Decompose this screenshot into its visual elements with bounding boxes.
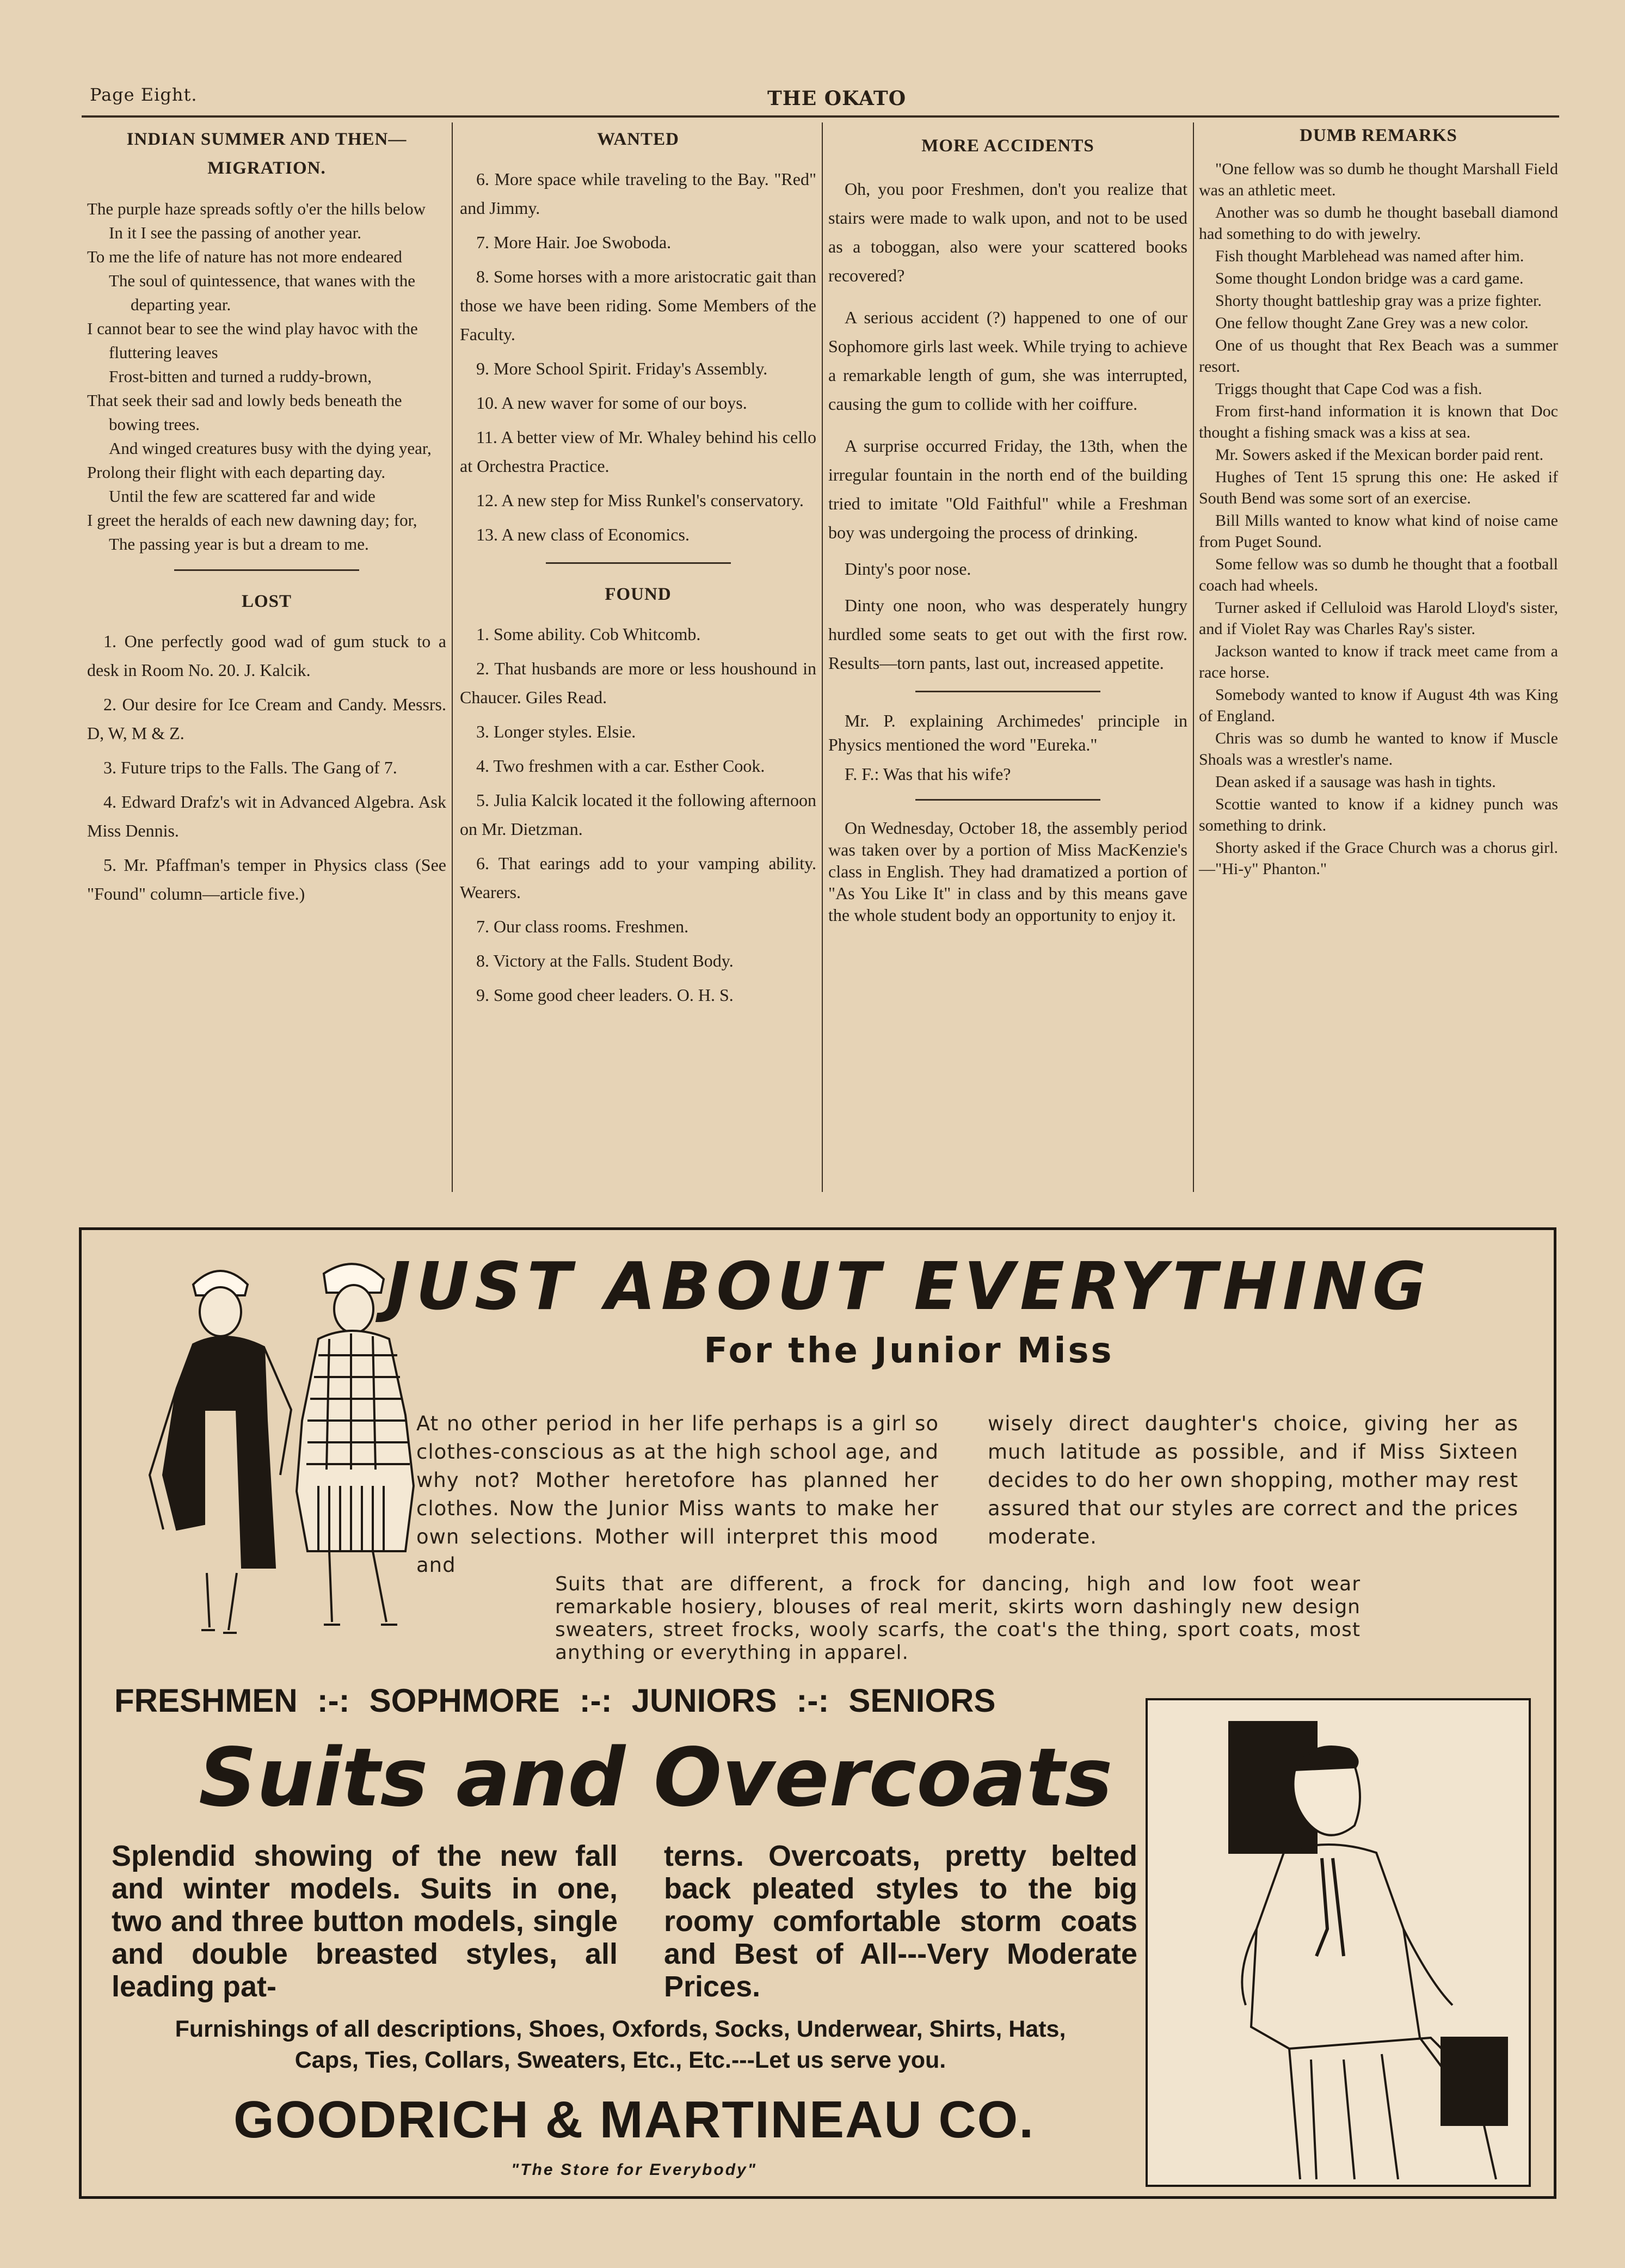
remark: Dean asked if a sausage was hash in tights. [1215, 773, 1496, 791]
section-rule [915, 691, 1100, 692]
found-item: 6. That earings add to your vamping ability. Wearers. [460, 853, 816, 902]
furnishings-text: Furnishings of all descriptions, Shoes, Oxfords, Socks, Underwear, Shirts, Hats, Caps, Ties, Collars, Sweaters, Etc., Etc.---Let us serve you. [175, 2016, 1066, 2073]
accident-para: A serious accident (?) happened to one of our Sophomore girls last week. While trying to achieve a remarkable length of gum, she was interrupted, causing the gum to collide with her coiffure. [828, 308, 1187, 414]
accident-para: Oh, you poor Freshmen, don't you realize that stairs were made to walk upon, and not to be used as a toboggan, also were your scattered books recovered? [828, 179, 1187, 285]
remark: Hughes of Tent 15 sprung this one: He asked if South Bend was some sort of an exercise. [1199, 468, 1558, 507]
lost-title: LOST [241, 592, 292, 611]
wanted-item: 11. A better view of Mr. Whaley behind his cello at Orchestra Practice. [460, 427, 816, 476]
found-item: 8. Victory at the Falls. Student Body. [476, 951, 734, 970]
poem-line: The passing year is but a dream to me. [109, 534, 369, 554]
found-title: FOUND [605, 585, 672, 604]
accident-para: Dinty's poor nose. [845, 559, 971, 579]
found-item: 2. That husbands are more or less houshound in Chaucer. Giles Read. [460, 659, 816, 707]
man-in-overcoat-illustration [1148, 1700, 1529, 2185]
class-separator: :-: [317, 1682, 350, 1719]
poem-line: Until the few are scattered far and wide [109, 487, 376, 506]
poem-title-1: INDIAN SUMMER AND THEN— [126, 130, 407, 149]
class-freshmen: FRESHMEN [114, 1682, 298, 1719]
found-item: 3. Longer styles. Elsie. [476, 722, 636, 741]
class-juniors: JUNIORS [631, 1682, 777, 1719]
remark: Some fellow was so dumb he thought that a football coach had wheels. [1199, 555, 1558, 594]
wanted-item: 9. More School Spirit. Friday's Assembly. [476, 359, 768, 378]
poem-title-2: MIGRATION. [207, 158, 326, 178]
company-name: GOODRICH & MARTINEAU CO. [233, 2091, 1035, 2149]
accident-para: A surprise occurred Friday, the 13th, when the irregular fountain in the north end of the building tried to imitate "Old Faithful" while a Freshman boy was undergoing the process of drinking. [828, 436, 1187, 542]
remark: Somebody wanted to know if August 4th was King of England. [1199, 686, 1558, 725]
column-divider [1193, 122, 1194, 1192]
found-item: 9. Some good cheer leaders. O. H. S. [476, 985, 734, 1005]
accidents-title: MORE ACCIDENTS [921, 136, 1094, 156]
wanted-item: 6. More space while traveling to the Bay. "Red" and Jimmy. [460, 169, 816, 218]
ad-headline: JUST ABOUT EVERYTHING [386, 1249, 1432, 1325]
ad-subhead: For the Junior Miss [704, 1331, 1114, 1371]
class-separator: :-: [796, 1682, 829, 1719]
page-number: Page Eight. [90, 84, 198, 105]
poem-line: That seek their sad and lowly beds beneath the bowing trees. [87, 391, 402, 434]
poem-line: The soul of quintessence, that wanes with the departing year. [109, 271, 416, 314]
found-item: 7. Our class rooms. Freshmen. [476, 917, 689, 936]
remark: One fellow thought Zane Grey was a new color. [1215, 314, 1529, 332]
remark: Bill Mills wanted to know what kind of noise came from Puget Sound. [1199, 512, 1558, 551]
remark: One of us thought that Rex Beach was a summer resort. [1199, 336, 1558, 376]
section-rule [546, 562, 731, 564]
remark: Some thought London bridge was a card game. [1215, 269, 1524, 287]
dumb-remarks-title: DUMB REMARKS [1300, 126, 1457, 145]
remark: "One fellow was so dumb he thought Marshall Field was an athletic meet. [1199, 160, 1558, 199]
remark: Turner asked if Celluloid was Harold Lloyd's sister, and if Violet Ray was Charles Ray's sister. [1199, 599, 1558, 638]
lost-item: 4. Edward Drafz's wit in Advanced Algebra. Ask Miss Dennis. [87, 792, 446, 840]
suits-paragraph-left: Splendid showing of the new fall and winter models. Suits in one, two and three button models, single and double breasted styles, all leading pat- [112, 1840, 618, 2003]
column-divider [822, 122, 823, 1192]
class-seniors: SENIORS [848, 1682, 996, 1719]
wanted-title: WANTED [597, 130, 679, 149]
joke-line: F. F.: Was that his wife? [845, 764, 1011, 784]
remark: Scottie wanted to know if a kidney punch was something to drink. [1199, 795, 1558, 834]
remark: Fish thought Marblehead was named after him. [1215, 247, 1524, 265]
header-rule [82, 115, 1559, 118]
column-dumb-remarks [1199, 125, 1558, 881]
found-item: 4. Two freshmen with a car. Esther Cook. [476, 756, 765, 776]
column-wanted-found [460, 125, 816, 1015]
poem-line: And winged creatures busy with the dying year, [109, 439, 432, 458]
accident-para: Dinty one noon, who was desperately hungry hurdled some seats to get out with the first row. Results—torn pants, last out, increased appetite. [828, 595, 1187, 673]
remark: Jackson wanted to know if track meet came from a race horse. [1199, 642, 1558, 681]
company-slogan: "The Store for Everybody" [511, 2161, 757, 2179]
masthead: THE OKATO [767, 87, 907, 110]
class-sophmore: SOPHMORE [369, 1682, 560, 1719]
wanted-item: 7. More Hair. Joe Swoboda. [476, 232, 672, 252]
poem [87, 197, 446, 556]
ad-paragraph-right: wisely direct daughter's choice, giving her as much latitude as possible, and if Miss Sixteen decides to do her own shopping, mother may rest assured that our styles are correct and the prices moderate. [988, 1412, 1518, 1548]
lost-item: 2. Our desire for Ice Cream and Candy. Messrs. D, W, M & Z. [87, 694, 446, 743]
wanted-item: 10. A new waver for some of our boys. [476, 393, 747, 413]
lost-item: 3. Future trips to the Falls. The Gang of 7. [103, 758, 397, 777]
wanted-item: 13. A new class of Economics. [476, 525, 690, 544]
remark: Shorty asked if the Grace Church was a chorus girl.—"Hi-y" Phanton." [1199, 839, 1558, 878]
remark: Triggs thought that Cape Cod was a fish. [1215, 380, 1482, 398]
suits-paragraph-right: terns. Overcoats, pretty belted back pleated styles to the big roomy comfortable storm coats and Best of All---Very Moderate Prices. [664, 1840, 1137, 2003]
column-more-accidents [828, 125, 1187, 931]
remark: From first-hand information it is known that Doc thought a fishing smack was a kiss at sea. [1199, 402, 1558, 441]
suits-title: Suits and Overcoats [199, 1731, 1113, 1824]
lost-item: 1. One perfectly good wad of gum stuck to a desk in Room No. 20. J. Kalcik. [87, 631, 446, 680]
poem-line: To me the life of nature has not more endeared [87, 247, 402, 266]
poem-line: In it I see the passing of another year. [109, 223, 361, 242]
section-rule [174, 569, 359, 571]
remark: Another was so dumb he thought baseball diamond had something to do with jewelry. [1199, 204, 1558, 243]
wanted-item: 12. A new step for Miss Runkel's conservatory. [476, 490, 804, 510]
poem-line: Prolong their flight with each departing day. [87, 463, 386, 482]
remark: Mr. Sowers asked if the Mexican border paid rent. [1215, 446, 1544, 464]
found-item: 1. Some ability. Cob Whitcomb. [476, 624, 701, 644]
man-illustration-frame [1146, 1698, 1531, 2187]
section-rule [915, 799, 1100, 801]
remark: Shorty thought battleship gray was a prize fighter. [1215, 292, 1542, 310]
advertisement-box [79, 1227, 1556, 2199]
remark: Chris was so dumb he wanted to know if Muscle Shoals was a wrestler's name. [1199, 729, 1558, 769]
lost-item: 5. Mr. Pfaffman's temper in Physics class (See "Found" column—article five.) [87, 855, 446, 903]
class-separator: :-: [579, 1682, 612, 1719]
assembly-para: On Wednesday, October 18, the assembly period was taken over by a portion of Miss MacKenzie's class in English. They had dramatized a portion of "As You Like It" in class and by this means gave the whole student body an opportunity to enjoy it. [828, 818, 1187, 925]
ad-paragraph-left: At no other period in her life perhaps is a girl so clothes-conscious as at the high school age, and why not? Mother heretofore has planned her clothes. Now the Junior Miss wants to make her own selections. Mother will interpret this mood and [416, 1412, 939, 1577]
poem-line: I greet the heralds of each new dawning day; for, [87, 511, 417, 530]
class-list [114, 1682, 1203, 1719]
poem-line: I cannot bear to see the wind play havoc with the fluttering leaves [87, 319, 418, 362]
column-divider [452, 122, 453, 1192]
column-poem-lost [87, 125, 446, 914]
joke-line: Mr. P. explaining Archimedes' principle in Physics mentioned the word "Eureka." [828, 711, 1187, 754]
poem-line: The purple haze spreads softly o'er the hills below [87, 199, 426, 218]
found-item: 5. Julia Kalcik located it the following afternoon on Mr. Dietzman. [460, 790, 816, 839]
ad-paragraph-middle: Suits that are different, a frock for dancing, high and low foot wear remarkable hosiery, blouses of real merit, skirts worn dashingly new design sweaters, street frocks, wooly scarfs, the coat's the thing, sport coats, most anything or everything in apparel. [555, 1573, 1361, 1664]
poem-line: Frost-bitten and turned a ruddy-brown, [109, 367, 372, 386]
wanted-item: 8. Some horses with a more aristocratic gait than those we have been riding. Some Members of the Faculty. [460, 267, 816, 344]
